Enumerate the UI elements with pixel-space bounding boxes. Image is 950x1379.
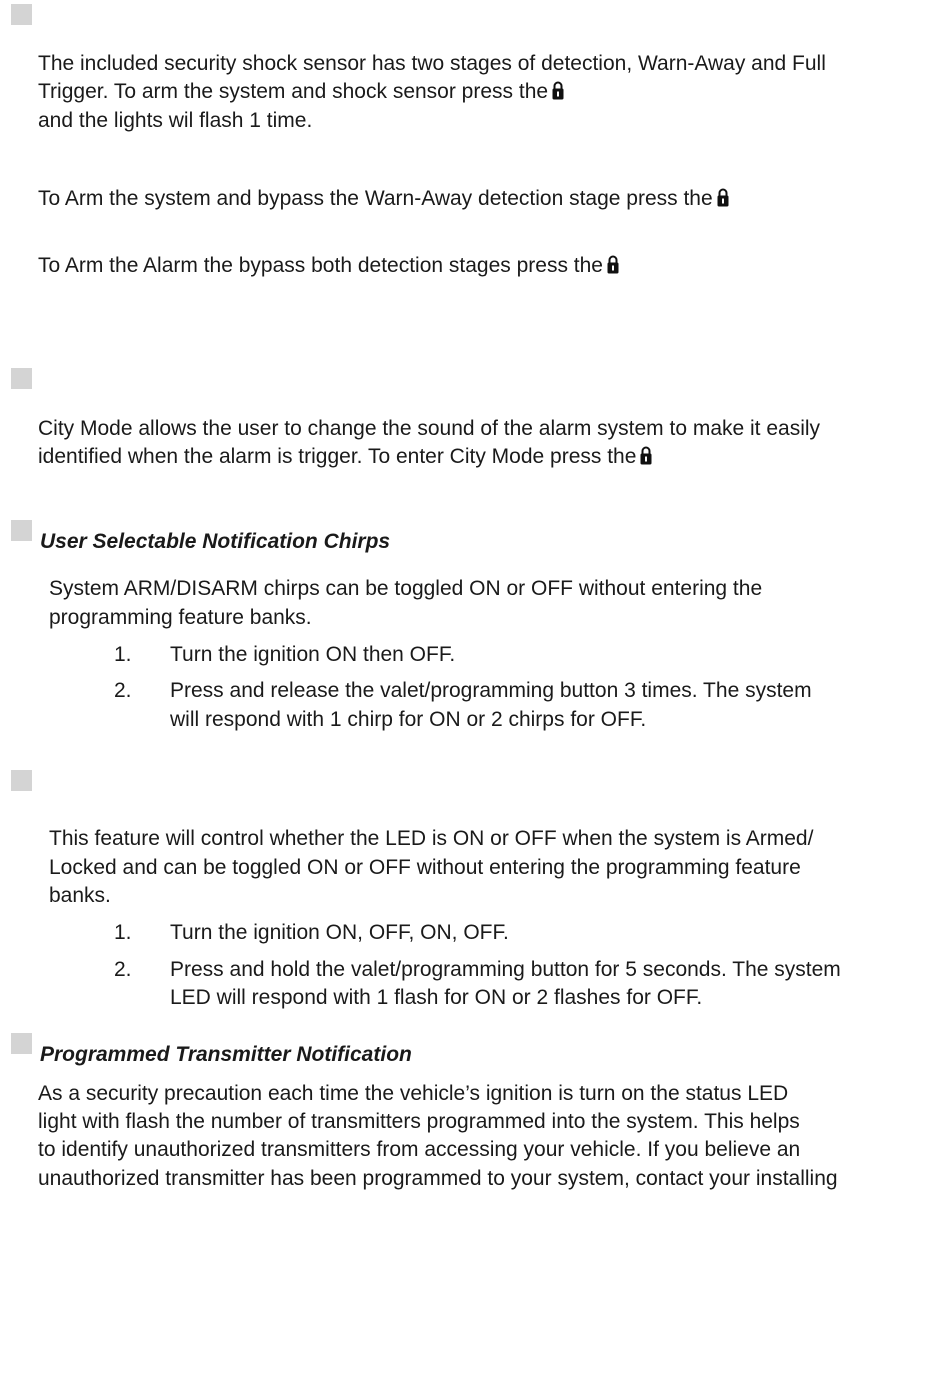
step-text: LED will respond with 1 flash for ON or 2 flashes for OFF. [170, 986, 703, 1009]
section-marker [11, 1033, 32, 1054]
step-number: 2. [114, 958, 132, 981]
lock-icon [717, 187, 729, 207]
step-text: Press and release the valet/programming button 3 times. The system [170, 679, 812, 702]
chirps-intro-line: System ARM/DISARM chirps can be toggled ON or OFF without entering the [49, 577, 763, 600]
shock-text-line [38, 78, 564, 106]
chirps-heading: User Selectable Notification Chirps [40, 530, 391, 553]
step-number: 1. [114, 921, 132, 944]
transmitter-text-line: to identify unauthorized transmitters from accessing your vehicle. If you believe an [38, 1138, 801, 1161]
transmitter-text-line: unauthorized transmitter has been programmed to your system, contact your installing [38, 1167, 838, 1190]
step-text: Turn the ignition ON then OFF. [170, 643, 456, 666]
bypass-warn-line [38, 185, 729, 213]
led-intro-line: This feature will control whether the LED is ON or OFF when the system is Armed/ [49, 827, 814, 850]
step-number: 2. [114, 679, 132, 702]
shock-text-line: and the lights wil flash 1 time. [38, 109, 313, 132]
bypass-both-text: To Arm the Alarm the bypass both detection stages press the [38, 254, 603, 277]
step-text: Turn the ignition ON, OFF, ON, OFF. [170, 921, 509, 944]
bypass-both-line [38, 252, 619, 280]
lock-icon [552, 80, 564, 100]
shock-text: Trigger. To arm the system and shock sensor press the [38, 80, 549, 103]
step-text: Press and hold the valet/programming button for 5 seconds. The system [170, 958, 841, 981]
lock-icon [607, 254, 619, 274]
section-marker [11, 368, 32, 389]
transmitter-text-line: light with flash the number of transmitters programmed into the system. This helps [38, 1110, 800, 1133]
city-text-line [38, 443, 652, 471]
city-text-line: City Mode allows the user to change the sound of the alarm system to make it easily [38, 417, 821, 440]
lock-icon [640, 445, 652, 465]
led-intro-line: Locked and can be toggled ON or OFF without entering the programming feature [49, 856, 801, 879]
shock-text-line: The included security shock sensor has two stages of detection, Warn-Away and Full [38, 52, 826, 75]
city-text: identified when the alarm is trigger. To enter City Mode press the [38, 445, 637, 468]
section-marker [11, 770, 32, 791]
transmitter-text-line: As a security precaution each time the vehicle’s ignition is turn on the status LED [38, 1082, 789, 1105]
step-number: 1. [114, 643, 132, 666]
section-marker [11, 4, 32, 25]
transmitter-heading: Programmed Transmitter Notification [40, 1043, 412, 1066]
section-marker [11, 520, 32, 541]
bypass-warn-text: To Arm the system and bypass the Warn-Away detection stage press the [38, 187, 713, 210]
led-intro-line: banks. [49, 884, 111, 907]
chirps-intro-line: programming feature banks. [49, 606, 312, 629]
step-text: will respond with 1 chirp for ON or 2 chirps for OFF. [170, 708, 647, 731]
